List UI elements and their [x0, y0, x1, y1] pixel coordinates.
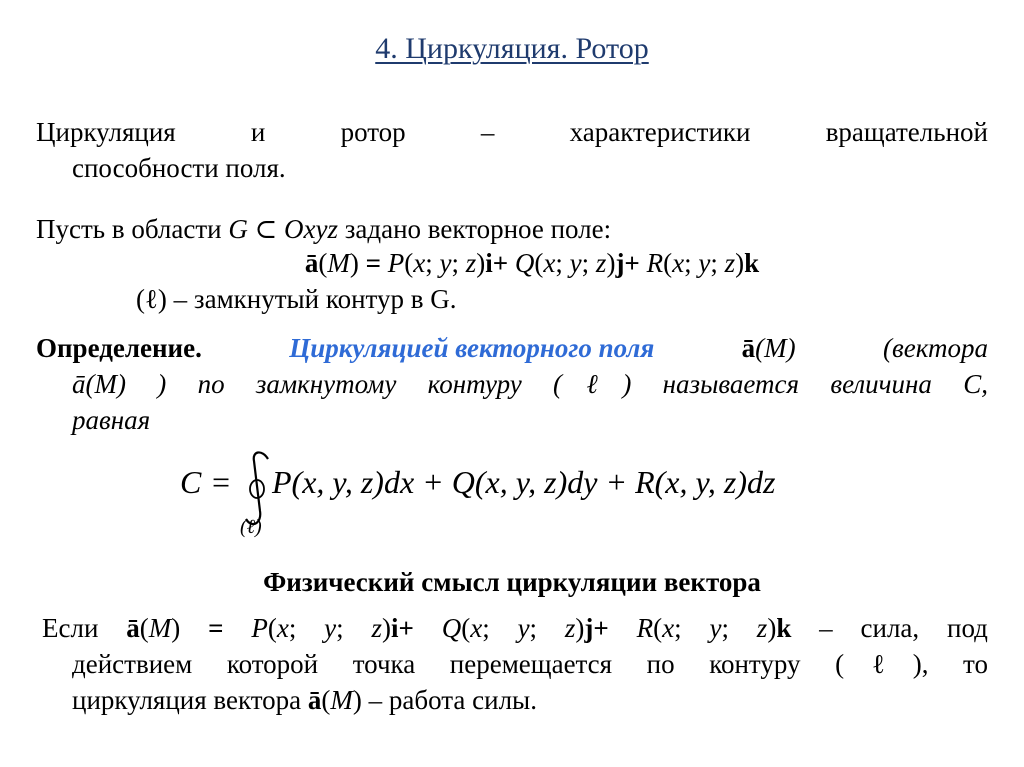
word: вращательной [825, 117, 988, 147]
intro-paragraph [36, 114, 988, 186]
physics-line-3: циркуляция вектора ā(M) – работа силы. [72, 685, 537, 715]
word: – [480, 117, 495, 147]
definition-line-2: ā(M) ) по замкнутому контуру (ℓ) называется величина C, [72, 369, 988, 399]
text: Пусть в области [36, 214, 229, 244]
definition-line-1 [36, 330, 988, 366]
field-line-1 [36, 211, 988, 247]
intro-line-2: способности поля. [72, 153, 286, 183]
word: Циркуляция [36, 117, 176, 147]
definition-line-3: равная [72, 405, 151, 435]
field-formula: ā(M) = P(x; y; z)i+ Q(x; y; z)j+ R(x; y; z)k [304, 248, 760, 278]
subset-symbol: ⊂ [254, 214, 278, 244]
vector-a [742, 330, 796, 366]
intro-line-1 [36, 114, 988, 150]
contour-integral-icon [246, 452, 268, 524]
circulation-integral [170, 445, 870, 545]
physics-paragraph [42, 610, 988, 718]
definition-label: Определение. [36, 333, 202, 363]
physics-line-2: действием которой точка перемещается по контуру (ℓ), то [72, 649, 988, 679]
space-oxyz: Oxyz [283, 214, 338, 244]
integrand: P(x, y, z)dx + Q(x, y, z)dy + R(x, y, z)dz [272, 464, 776, 500]
set-g: G [228, 214, 248, 244]
equals-sign: = [212, 464, 231, 500]
contour-line: (ℓ) – замкнутый контур в G. [136, 284, 457, 314]
a-vec: ā [741, 333, 756, 363]
word: ротор [340, 117, 406, 147]
word: характеристики [569, 117, 751, 147]
integral-lhs: C [180, 464, 202, 500]
integral-limit: (ℓ) [240, 516, 262, 538]
physics-heading: Физический смысл циркуляции вектора [263, 567, 761, 597]
word: и [250, 117, 266, 147]
arg-m: (M) [755, 333, 796, 363]
text: (вектора [883, 333, 988, 363]
definition-paragraph [36, 330, 988, 438]
physics-line-1: Если ā(M) = P(x; y; z)i+ Q(x; y; z)j+ R(x; y; z)k – сила, под [42, 613, 988, 643]
field-paragraph [36, 211, 988, 247]
text: задано векторное поле: [337, 214, 612, 244]
definition-term: Циркуляцией векторного поля [289, 333, 655, 363]
page-title: 4. Циркуляция. Ротор [375, 32, 649, 65]
